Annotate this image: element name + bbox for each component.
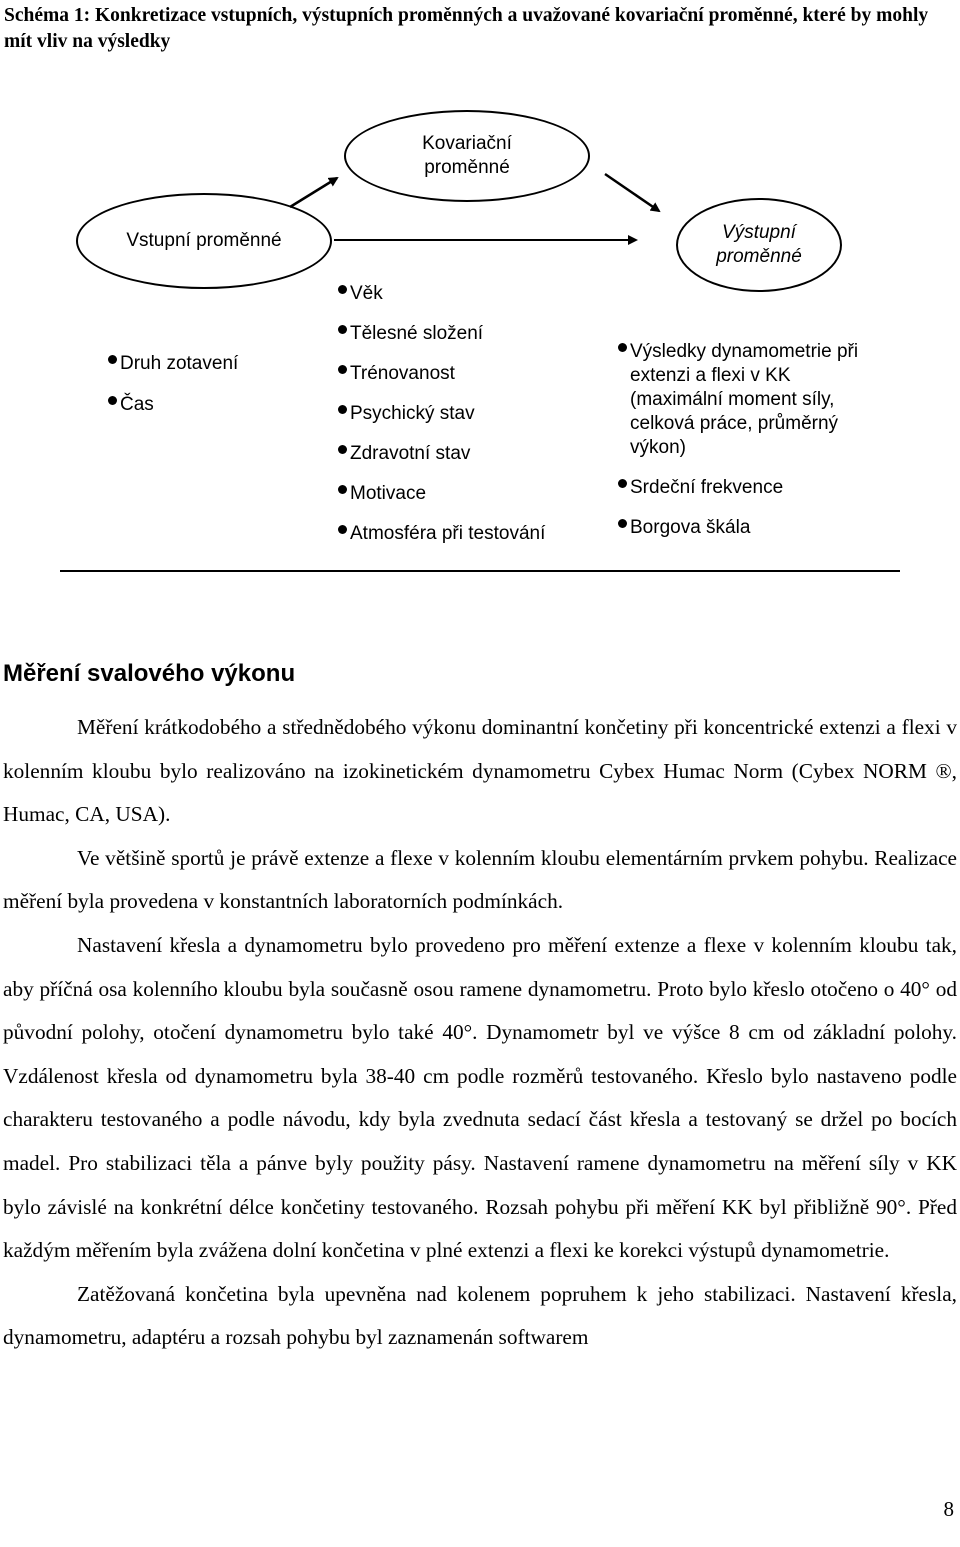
output-variables-list	[618, 340, 868, 556]
input-variables-list	[108, 352, 238, 434]
covariate-variables-list	[338, 282, 545, 562]
paragraph: Zatěžovaná končetina byla upevněna nad kolenem popruhem k jeho stabilizaci. Nastavení křesla, dynamometru, adaptéru a rozsah pohybu byl zaznamenán softwarem	[3, 1281, 957, 1350]
covariate-ellipse	[344, 110, 590, 202]
paragraph: Nastavení křesla a dynamometru bylo provedeno pro měření extenze a flexe v kolenním kloubu tak, aby příčná osa kolenního kloubu byla současně osou ramene dynamometru. Proto bylo křeslo otočeno o 40° od původní polohy, otočení dynamometru bylo také 40°. Dynamometr byl ve výšce 8 cm od základní polohy. Vzdálenost křesla od dynamometru byla 38-40 cm podle rozměrů testovaného. Křeslo bylo nastaveno podle charakteru testovaného a podle návodu, kdy byla zvednuta sedací část křesla a testovaný se držel po bocích madel. Pro stabilizaci těla a pánve byly použity pásy. Nastavení ramene dynamometru na měření síly v KK bylo závislé na konkrétní délce končetiny testovaného. Rozsah pohybu při měření KK byl přibližně 90°. Před každým měřením byla zvážena dolní končetina v plné extenzi a flexi ke korekci výstupů dynamometrie.	[3, 932, 957, 1263]
list-item: Motivace	[338, 482, 545, 522]
figure-caption: Schéma 1: Konkretizace vstupních, výstupních proměnných a uvažované kovariační proměnné, které by mohly mít vliv na výsledky	[4, 5, 929, 52]
list-item: Srdeční frekvence	[618, 476, 868, 500]
list-item: Druh zotavení	[108, 352, 238, 393]
horizontal-divider	[60, 570, 900, 572]
page-number: 8	[943, 1497, 954, 1521]
paragraph: Měření krátkodobého a střednědobého výkonu dominantní končetiny při koncentrické extenzi a flexi v kolenním kloubu bylo realizováno na izokinetickém dynamometru Cybex Humac Norm (Cybex NORM ®, Humac, CA, USA).	[3, 715, 957, 827]
arrow-covariate-to-output	[605, 174, 659, 211]
paragraph: Ve většině sportů je právě extenze a flexe v kolenním kloubu elementárním prvkem pohybu. Realizace měření byla provedena v konstantních laboratorních podmínkách.	[3, 845, 957, 914]
output-ellipse	[676, 198, 842, 292]
list-item: Psychický stav	[338, 402, 545, 442]
arrow-input-to-covariate	[290, 178, 337, 207]
list-item: Věk	[338, 282, 545, 322]
list-item: Zdravotní stav	[338, 442, 545, 482]
input-ellipse-label: Vstupní proměnné	[126, 230, 282, 251]
list-item: Čas	[108, 393, 238, 434]
body-text	[3, 706, 957, 1360]
list-item: Borgova škála	[618, 516, 868, 540]
input-ellipse	[76, 193, 332, 289]
list-item: Trénovanost	[338, 362, 545, 402]
covariate-ellipse-label: Kovariační proměnné	[422, 133, 512, 178]
list-item: Tělesné složení	[338, 322, 545, 362]
section-heading: Měření svalového výkonu	[3, 660, 296, 687]
list-item: Atmosféra při testování	[338, 522, 545, 562]
list-item: Výsledky dynamometrie při extenzi a flexi v KK (maximální moment síly, celková práce, průměrný výkon)	[618, 340, 868, 460]
output-ellipse-label: Výstupní proměnné	[716, 222, 802, 267]
